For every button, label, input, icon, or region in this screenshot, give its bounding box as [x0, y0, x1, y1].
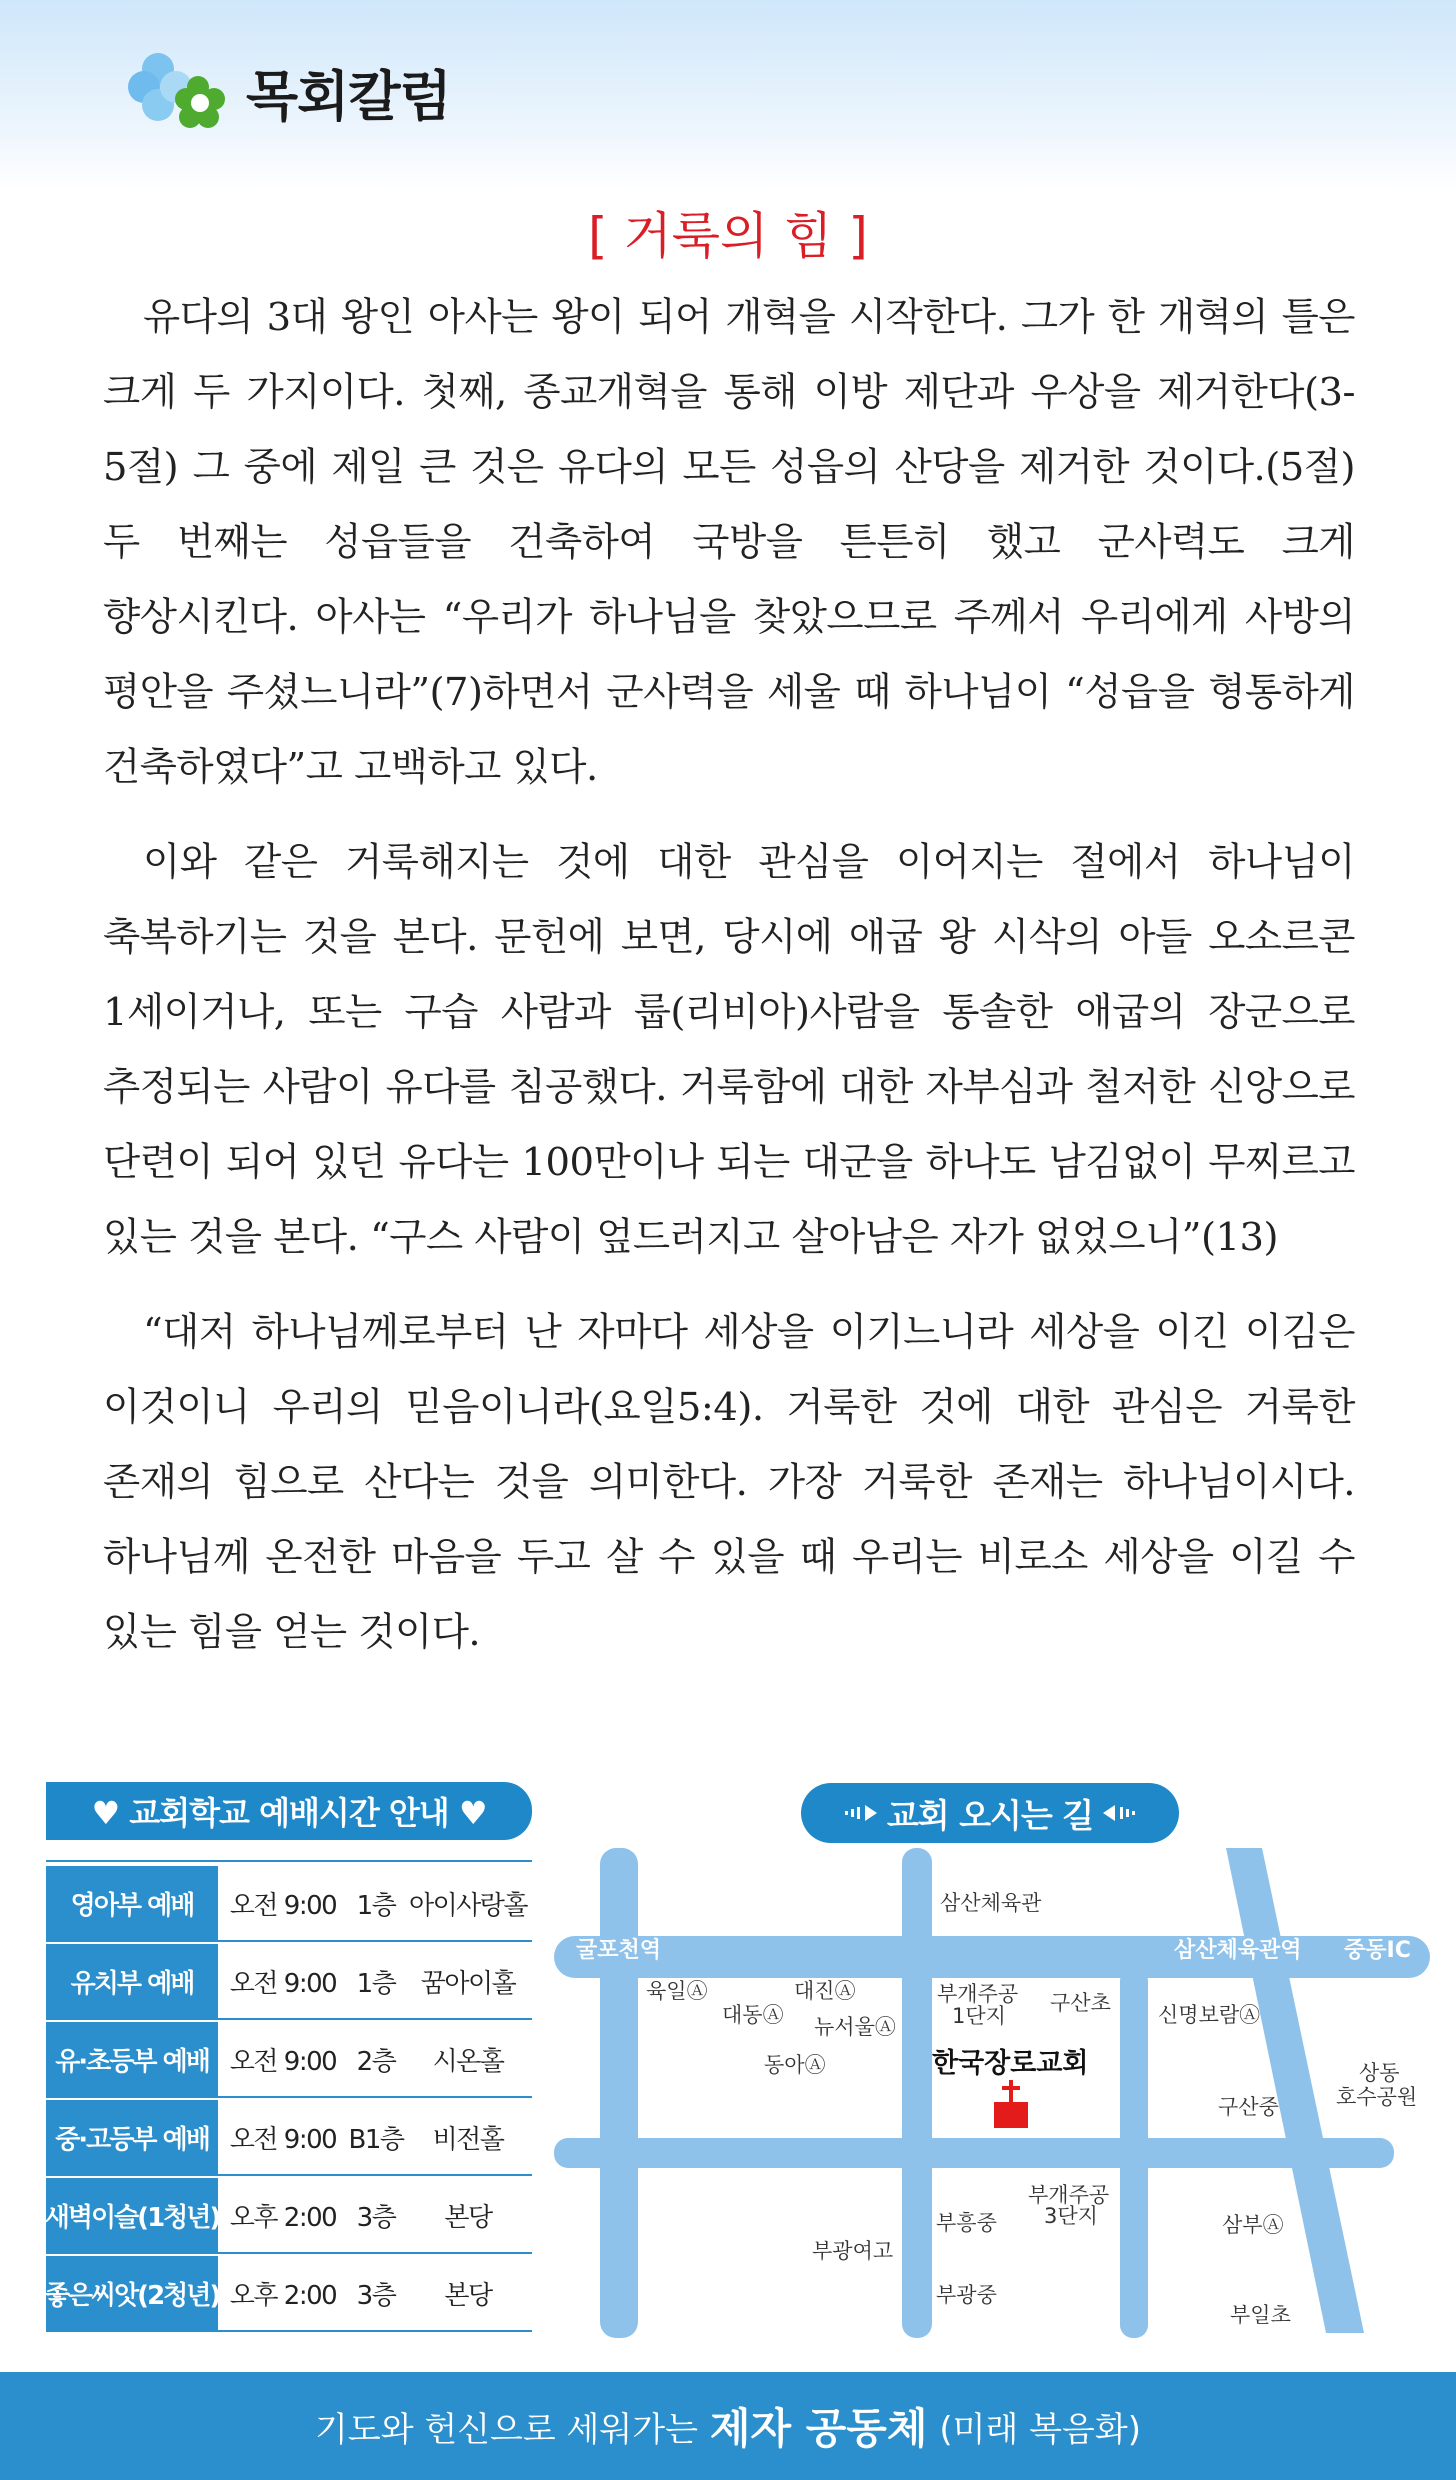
time-cell: 오후 2:00 [229, 2280, 337, 2311]
floor-cell: B1층 [348, 2124, 404, 2155]
place-label: 육일Ⓐ [646, 1979, 708, 2003]
page-title: 목회칼럼 [246, 64, 451, 128]
place-label: 신명보람Ⓐ [1158, 2003, 1261, 2027]
page-header [128, 44, 451, 140]
church-location-map [554, 1848, 1434, 2348]
schedule-table [46, 1860, 532, 2332]
church-name-label: 한국장로교회 [932, 2048, 1089, 2079]
footer-text-part1: 기도와 헌신으로 세워가는 [315, 2409, 698, 2450]
floor-cell: 2층 [356, 2046, 396, 2077]
article-paragraph: “대저 하나님께로부터 난 자마다 세상을 이기느니라 세상을 이긴 이김은 이것이니 우리의 믿음이니라(요일5:4). 거룩한 것에 대한 관심은 거룩한 존재의 힘으로 산다는 것을 의미한다. 가장 거룩한 존재는 하나님이시다. 하나님께 온전한 마음을 두고 살 수 있을 때 우리는 비로소 세상을 이길 수 있는 힘을 얻는 것이다. [103, 1310, 1355, 1655]
place-label: 부광여고 [812, 2239, 894, 2263]
dept-label: 유치부 예배 [46, 1944, 218, 2018]
article-paragraph: 유다의 3대 왕인 아사는 왕이 되어 개혁을 시작한다. 그가 한 개혁의 틀은 크게 두 가지이다. 첫째, 종교개혁을 통해 이방 제단과 우상을 제거한다(3-5절) 그 중에 제일 큰 것은 유다의 모든 성읍의 산당을 제거한 것이다.(5절) 두 번째는 성읍들을 건축하여 국방을 튼튼히 했고 군사력도 크게 향상시킨다. 아사는 “우리가 하나님을 찾았으므로 주께서 우리에게 사방의 평안을 주셨느니라”(7)하면서 군사력을 세울 때 하나님이 “성읍을 형통하게 건축하였다”고 고백하고 있다. [103, 295, 1355, 790]
article-paragraph: 이와 같은 거룩해지는 것에 대한 관심을 이어지는 절에서 하나님이 축복하기는 것을 본다. 문헌에 보면, 당시에 애굽 왕 시삭의 아들 오소르콘 1세이거나, 또는 구습 사람과 룹(리비아)사람을 통솔한 애굽의 장군으로 추정되는 사람이 유다를 침공했다. 거룩함에 대한 자부심과 철저한 신앙으로 단련이 되어 있던 유다는 100만이나 되는 대군을 하나도 남김없이 무찌르고 있는 것을 본다. “구스 사람이 엎드러지고 살아남은 자가 없었으니”(13) [103, 840, 1355, 1260]
place-label: 부흥중 [936, 2211, 997, 2235]
table-row [46, 2100, 532, 2176]
footer-text-part3: (미래 복음화) [939, 2409, 1141, 2450]
road-label-samsan-station: 삼산체육관역 [1174, 1938, 1302, 1963]
time-cell: 오전 9:00 [229, 1968, 337, 1999]
floor-cell: 3층 [356, 2202, 396, 2233]
place-label: 구산중 [1218, 2095, 1279, 2119]
road-label-gulpocheon: 굴포천역 [576, 1938, 662, 1963]
floor-cell: 3층 [356, 2280, 396, 2311]
room-cell: 시온홀 [432, 2046, 504, 2077]
worship-schedule [46, 1782, 532, 2332]
place-label: 부광중 [936, 2283, 997, 2307]
signal-right-icon [1101, 1801, 1135, 1825]
place-label: 상동 [1359, 2061, 1400, 2085]
table-row [46, 2022, 532, 2098]
map-title [801, 1783, 1179, 1843]
time-cell: 오전 9:00 [229, 2046, 337, 2077]
map-title-label: 교회 오시는 길 [886, 1795, 1094, 1835]
dept-label: 새벽이슬(1청년) [46, 2178, 218, 2252]
floor-cell: 1층 [356, 1890, 396, 1921]
table-row [46, 1866, 532, 1942]
room-cell: 본당 [444, 2280, 492, 2311]
place-label: 대진Ⓐ [794, 1979, 856, 2003]
table-row [46, 1944, 532, 2020]
place-label: 대동Ⓐ [722, 2003, 784, 2027]
time-cell: 오전 9:00 [229, 2124, 337, 2155]
footer-banner [0, 2372, 1456, 2480]
place-label: 삼산체육관 [940, 1891, 1042, 1915]
room-cell: 본당 [444, 2202, 492, 2233]
time-cell: 오후 2:00 [229, 2202, 337, 2233]
place-label: 동아Ⓐ [764, 2053, 826, 2077]
place-label: 호수공원 [1336, 2085, 1418, 2109]
time-cell: 오전 9:00 [229, 1890, 337, 1921]
place-label: 1단지 [952, 2004, 1006, 2028]
room-cell: 꿈아이홀 [420, 1968, 516, 1999]
place-label: 구산초 [1050, 1991, 1111, 2015]
road-label-jungdong-ic: 중동IC [1344, 1938, 1411, 1963]
map-roads [554, 1848, 1430, 2338]
article-body [103, 280, 1355, 1690]
room-cell: 아이사랑홀 [408, 1890, 528, 1921]
place-label: 뉴서울Ⓐ [814, 2015, 896, 2039]
table-row [46, 2178, 532, 2254]
place-label: 3단지 [1044, 2204, 1098, 2228]
floor-cell: 1층 [356, 1968, 396, 1999]
place-label: 삼부Ⓐ [1222, 2213, 1284, 2237]
signal-left-icon [845, 1801, 879, 1825]
schedule-title: ♥ 교회학교 예배시간 안내 ♥ [46, 1782, 532, 1840]
dept-label: 영아부 예배 [46, 1866, 218, 1940]
room-cell: 비전홀 [432, 2124, 504, 2155]
article-title: [ 거룩의 힘 ] [588, 207, 868, 265]
place-label: 부일초 [1230, 2303, 1291, 2327]
place-label: 부개주공 [937, 1982, 1019, 2006]
dept-label: 중·고등부 예배 [46, 2100, 218, 2174]
place-label: 부개주공 [1028, 2183, 1110, 2207]
church-cross-icon [994, 2080, 1028, 2128]
dept-label: 유·초등부 예배 [46, 2022, 218, 2096]
table-row [46, 2256, 532, 2332]
dept-label: 좋은씨앗(2청년) [46, 2256, 218, 2330]
flower-logo-icon [128, 47, 238, 137]
footer-text-emphasis: 제자 공동체 [709, 2404, 928, 2453]
